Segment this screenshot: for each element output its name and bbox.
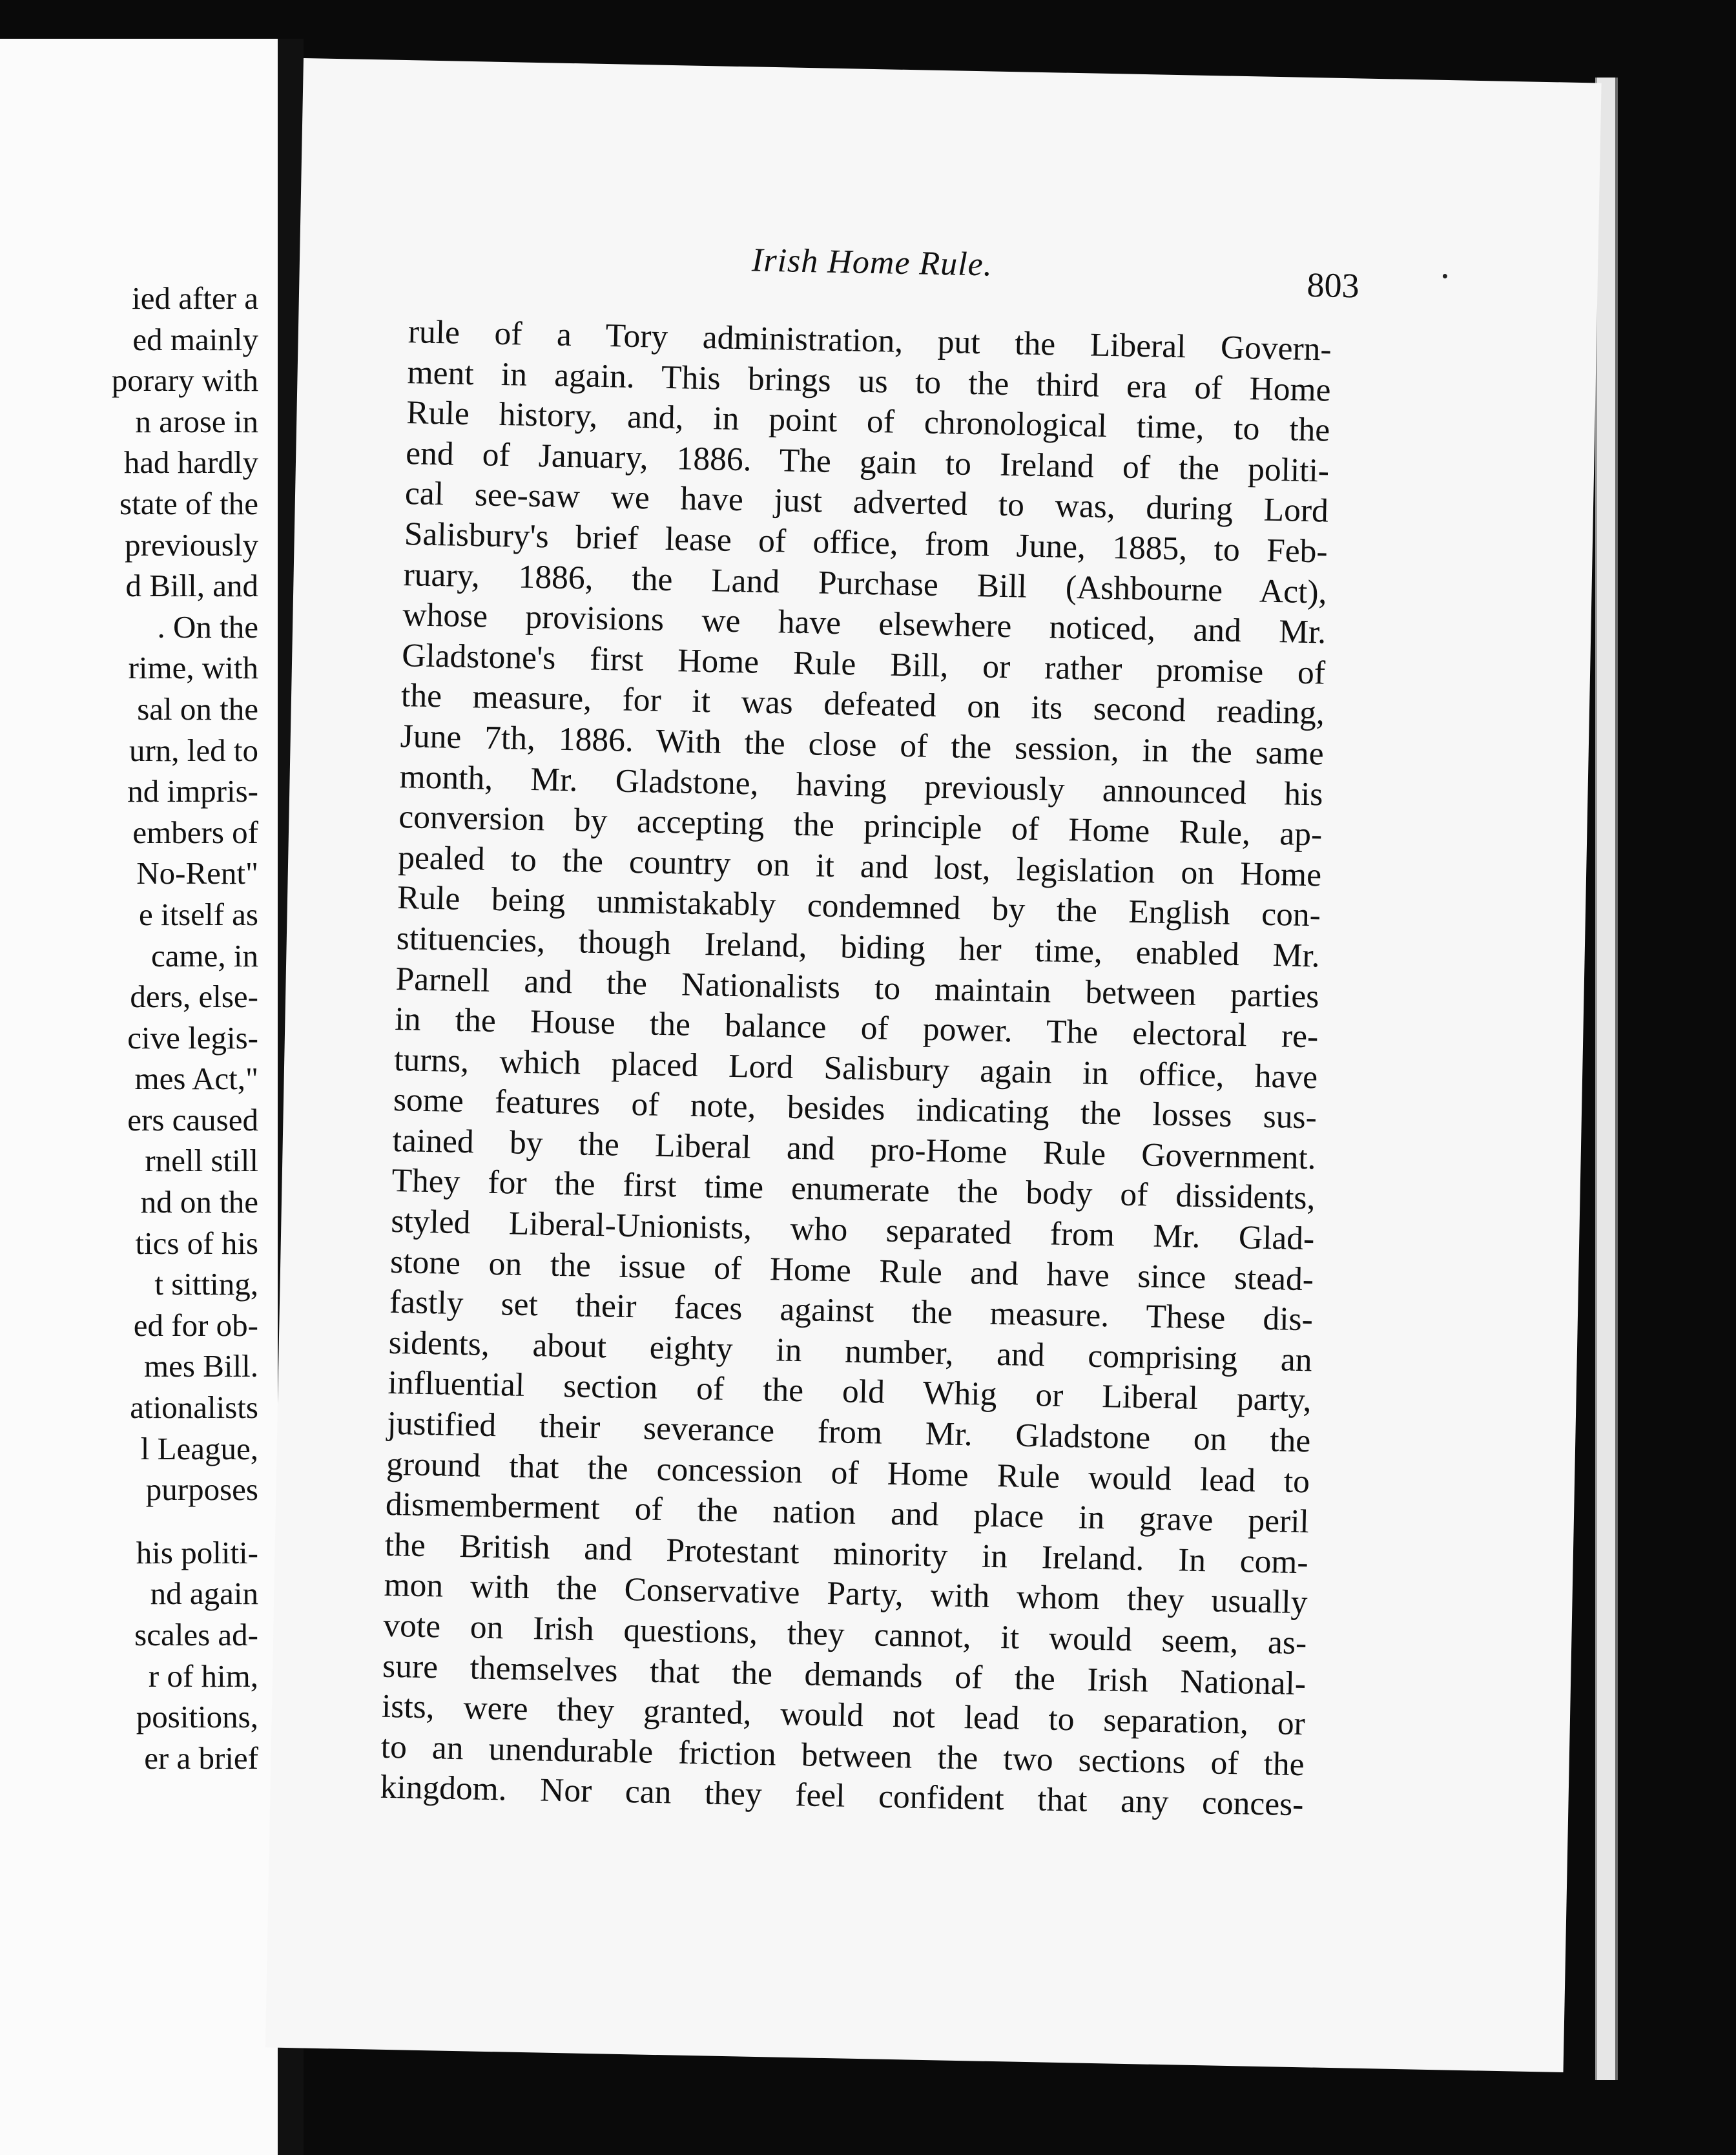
previous-page-line: state of the [119,485,258,521]
previous-page-line: purposes [145,1472,258,1508]
previous-page-line: ed mainly [132,321,258,357]
body-line: whose provisions we have elsewhere noticed, and Mr. [402,596,1327,651]
previous-page-line: t sitting, [154,1266,258,1302]
body-line: ment in again. This brings us to the third era of Home [407,353,1331,409]
body-line: June 7th, 1886. With the close of the session, in the same [400,718,1325,773]
body-line: Salisbury's brief lease of office, from June, 1885, to Feb- [404,515,1328,570]
previous-page-line: . On the [157,609,258,645]
previous-page-line: ied after a [132,280,258,316]
body-line: tained by the Liberal and pro-Home Rule Government. [392,1121,1317,1177]
body-line: end of January, 1886. The gain to Ireland of the politi- [405,434,1330,490]
body-line: ists, were they granted, would not lead to separation, or [381,1687,1306,1743]
body-line: pealed to the country on it and lost, legislation on Home [397,838,1322,894]
previous-page-line: came, in [151,937,258,973]
previous-page-line: had hardly [123,444,258,481]
body-line: sidents, about eighty in number, and comprising an [388,1324,1313,1379]
previous-page-line: nd on the [140,1184,258,1220]
previous-page-line: ers caused [127,1101,258,1138]
body-line: ruary, 1886, the Land Purchase Bill (Ashbourne Act), [403,556,1327,611]
page-number: 803 [1306,265,1360,306]
previous-page-line: rime, with [128,650,258,686]
body-line: sure themselves that the demands of the Irish National- [382,1647,1307,1702]
previous-page-line: ed for ob- [133,1307,258,1343]
previous-page-line: porary with [111,362,258,399]
body-line: rule of a Tory administration, put the Liberal Govern- [408,313,1332,368]
body-line: conversion by accepting the principle of Home Rule, ap- [398,798,1323,853]
body-line: turns, which placed Lord Salisbury again in office, have [393,1041,1318,1096]
body-line: justified their severance from Mr. Gladstone on the [386,1404,1311,1460]
previous-page-line: mes Bill. [144,1348,258,1384]
body-line: fastly set their faces against the measure. These dis- [389,1284,1314,1338]
previous-page-line: l League, [140,1430,258,1466]
previous-page-line: mes Act," [134,1061,258,1097]
previous-page-line: No-Rent" [136,855,258,891]
previous-page-line: ationalists [130,1390,258,1426]
previous-page-text [0,278,258,1778]
body-line: Rule being unmistakably condemned by the English con- [397,879,1321,934]
body-line: stone on the issue of Home Rule and have since stead- [389,1243,1314,1298]
previous-page-line: e itself as [138,896,258,932]
previous-page-line: urn, led to [129,732,258,768]
page-edge-stack [1595,78,1618,2080]
body-line: dismemberment of the nation and place in grave peril [385,1486,1310,1541]
previous-page-line: d Bill, and [125,568,258,604]
body-line: vote on Irish questions, they cannot, it would seem, as- [382,1607,1307,1662]
previous-page-line: n arose in [135,403,258,439]
previous-page [0,39,278,2155]
body-line: to an unendurable friction between the two sections of the [380,1728,1305,1784]
scan-speck [1443,274,1447,278]
previous-page-line: cive legis- [127,1019,258,1056]
previous-page-line: embers of [132,814,258,850]
body-line: in the House the balance of power. The electoral re- [394,1001,1319,1056]
body-line: Gladstone's first Home Rule Bill, or rather promise of [401,636,1326,692]
previous-page-line: sal on the [137,691,258,727]
body-line: Parnell and the Nationalists to maintain between parties [395,960,1319,1015]
body-line: influential section of the old Whig or Liberal party, [388,1364,1312,1419]
body-line: mon with the Conservative Party, with whom they usually [384,1567,1308,1621]
body-line: some features of note, besides indicating the losses sus- [393,1081,1318,1136]
body-line: They for the first time enumerate the body of dissidents, [391,1162,1316,1217]
body-line: the British and Protestant minority in Ireland. In com- [384,1526,1309,1581]
previous-page-line: scales ad- [134,1617,258,1652]
previous-page-line: previously [125,526,258,563]
previous-page-line: positions, [136,1699,258,1735]
body-line: Rule history, and, in point of chronological time, to the [406,394,1330,449]
body-line: month, Mr. Gladstone, having previously announced his [399,758,1323,813]
previous-page-line: r of him, [148,1658,258,1694]
body-line: styled Liberal-Unionists, who separated from Mr. Glad- [390,1203,1315,1258]
body-line: cal see-saw we have just adverted to was, during Lord [404,475,1329,530]
body-line: the measure, for it was defeated on its second reading, [400,677,1325,732]
previous-page-line: ders, else- [130,979,258,1015]
body-line: stituencies, though Ireland, biding her time, enabled Mr. [396,919,1321,975]
running-head: Irish Home Rule. [751,242,993,284]
previous-page-line: nd impris- [127,773,258,809]
body-line: kingdom. Nor can they feel confident that any conces- [380,1769,1304,1824]
previous-page-line: er a brief [144,1740,258,1776]
page-body-text [380,312,1332,1826]
previous-page-line: nd again [150,1576,258,1612]
current-page [265,58,1602,2072]
body-line: ground that the concession of Home Rule would lead to [386,1445,1310,1500]
previous-page-line: rnell still [145,1143,258,1179]
previous-page-line: his politi- [136,1534,258,1570]
previous-page-line: tics of his [135,1225,258,1261]
